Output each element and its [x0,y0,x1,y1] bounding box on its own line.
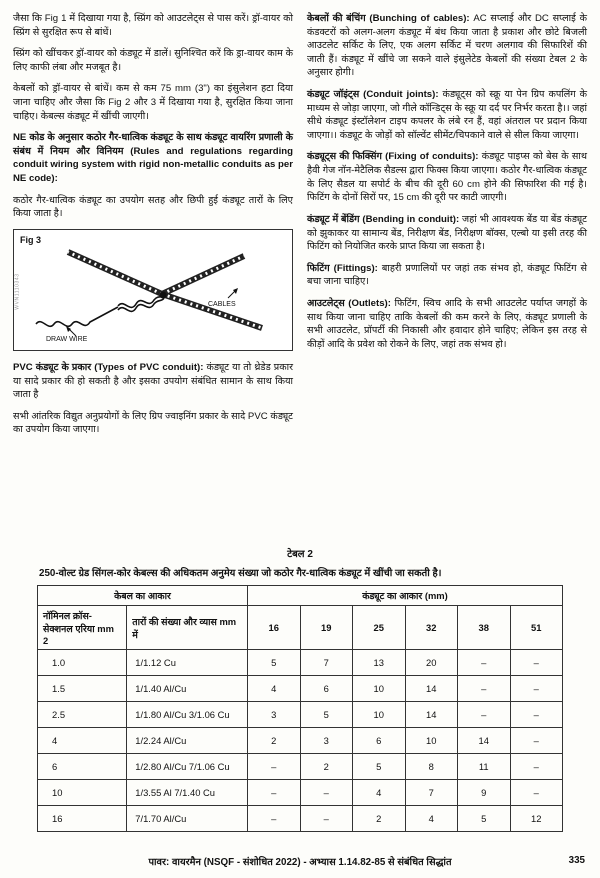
cell-wires: 1/2.80 Al/Cu 7/1.06 Cu [127,754,248,780]
figure-3 [13,229,293,351]
page-footer [13,847,587,868]
column-header-16: 16 [248,606,301,650]
figure-drawing [22,244,284,344]
cell-value: 10 [353,676,406,702]
cell-value: 10 [405,728,458,754]
cell-value: – [510,650,563,676]
paragraph-cables-tie: केबलों को ड्रॉ-वायर से बांधें। कम से कम 75 mm (3") का इंसुलेशन हटा दिया जाना चाहिए और जैसा कि Fig 2 और 3 में दिखाया गया है, सुरक्षित किया जाना चाहिए। केबल्स कंड्यूट में खींची जाएगी। [13,83,293,122]
right-column [307,12,587,536]
body-outlets: फिटिंग, स्विच आदि के सभी आउटलेट पर्याप्त जगहों के साथ किया जाना चाहिए ताकि केबलों की कम करने के लिए, कंड्यूट प्रणाली के सभी आउटलेट, प्रॉपर्टी की निकासी और हवादार होने चाहिए; लेकिन इस तरह से कीड़ों आदि के प्रवेश को रोकने के लिए, जहां तक संभव हो। [307,297,587,350]
cell-value: – [510,702,563,728]
cell-value: – [458,676,511,702]
two-column-body [13,12,587,536]
column-header-area: नॉमिनल क्रॉस-सेक्शनल एरिया mm 2 [38,606,127,650]
cell-value: – [510,728,563,754]
cell-value: – [510,676,563,702]
cell-value: 14 [405,702,458,728]
table-row [38,702,563,728]
heading-pvc-types: PVC कंड्यूट के प्रकार (Types of PVC conduit): [13,361,204,373]
table-group-header-row [38,586,563,606]
cell-wires: 1/1.40 Al/Cu [127,676,248,702]
left-column [13,12,293,536]
table-header-row [38,606,563,650]
figure-label: Fig 3 [20,234,42,245]
table-row [38,728,563,754]
heading-bunching: केबलों की बंचिंग (Bunching of cables): [307,13,470,24]
table-caption: टेबल 2 [287,549,313,560]
cell-wires: 1/1.80 Al/Cu 3/1.06 Cu [127,702,248,728]
cell-value: 5 [458,806,511,832]
column-header-19: 19 [300,606,353,650]
cell-wires: 1/1.12 Cu [127,650,248,676]
cell-wires: 7/1.70 Al/Cu [127,806,248,832]
body-fittings: बाहरी प्रणालियों पर जहां तक संभव हो, कंड्यूट फिटिंग से बचा जाना चाहिए। [307,262,587,288]
cell-value: 3 [248,702,301,728]
cell-value: 5 [248,650,301,676]
cell-value: – [458,650,511,676]
page-number: 335 [568,855,585,866]
body-bunching: AC सप्लाई और DC सप्लाई के कंडक्टरों को अलग-अलग कंड्यूट में बंध किया जाता है प्रकाश और छोटे बिजली आउटलेट सर्किट के लिए, एक अलग सर्किट में चरण अलगाव की सिफारिशें की जाती हैं। कंड्यूट में खींचे जा सकने वाले इंसुलेटेड केबलों की संख्या टेबल 2 के अनुसार होगी। [307,13,587,79]
table-row [38,650,563,676]
cell-area: 10 [38,780,127,806]
cables-label: CABLES [208,300,236,308]
table-row [38,676,563,702]
cell-value: – [248,754,301,780]
section-fittings [307,262,587,289]
cell-value: 2 [353,806,406,832]
cable-lines [68,252,262,328]
heading-fittings: फिटिंग (Fittings): [307,262,378,274]
cell-value: 9 [458,780,511,806]
cell-value: 6 [300,676,353,702]
cell-value: 5 [300,702,353,728]
cell-value: 4 [353,780,406,806]
section-bending [307,213,587,254]
cell-area: 4 [38,728,127,754]
cell-value: 14 [458,728,511,754]
heading-fixing-conduits: कंड्यूट्स की फिक्सिंग (Fixing of conduits): [307,151,479,163]
cell-area: 1.0 [38,650,127,676]
cell-value: 11 [458,754,511,780]
cell-value: 3 [300,728,353,754]
cell-value: 12 [510,806,563,832]
cell-value: – [248,780,301,806]
body-pvc-types: कंड्यूट या तो थ्रेडेड प्रकार या सादे प्रकार की हो सकती है और इसका उपयोग संबंधित सामान के साथ किया जाता है [13,361,293,401]
body-bending: जहां भी आवश्यक बेंड या बेंड कंड्यूट को झुकाकर या सामान्य बेंड, निरीक्षण बेंड, निरीक्षण बॉक्स, एल्बो या इसी तरह की फिटिंग को नियोजित करके प्राप्त किया जा सकता है। [307,213,587,253]
paragraph-rigid-conduit-use: कठोर गैर-धात्विक कंड्यूट का उपयोग सतह और छिपी हुई कंड्यूट तारों के लिए किया जाता है। [13,194,293,220]
footer-text: पावर: वायरमैन (NSQF - संशोधित 2022) - अभ्यास 1.14.82-85 से संबंधित सिद्धांत [148,857,452,868]
draw-wire-arrow [66,326,76,336]
cell-value: – [458,702,511,728]
table-title: 250-वोल्ट ग्रेड सिंगल-कोर केबल्स की अधिकतम अनुमेय संख्या जो कठोर गैर-धात्विक कंड्यूट में खींची जा सकती है। [39,568,442,579]
heading-conduit-joints: कंड्यूट जॉइंट्स (Conduit joints): [307,89,439,101]
cell-value: 13 [353,650,406,676]
group-header-cable-size: केबल का आकार [38,586,248,606]
cell-value: 2 [300,754,353,780]
cell-area: 1.5 [38,676,127,702]
heading-bending: कंड्यूट में बेंडिंग (Bending in conduit): [307,213,460,225]
cell-value: – [248,806,301,832]
table-row [38,780,563,806]
paragraph-spring-outlets: जैसा कि Fig 1 में दिखाया गया है, स्प्रिंग को आउटलेट्स से पास करें। ड्रॉ-वायर को स्प्रिंग से सुरक्षित रूप से बांधें। [13,13,293,38]
paragraph-draw-wire: स्प्रिंग को खींचकर ड्रॉ-वायर को कंड्यूट में डालें। सुनिश्चित करें कि ड्रा-वायर काम के लिए काफी लंबा और मजबूत है। [13,48,293,73]
draw-wire-line [36,307,118,326]
cell-value: 2 [248,728,301,754]
cell-value: 8 [405,754,458,780]
cell-area: 2.5 [38,702,127,728]
draw-wire-label: DRAW WIRE [46,335,88,343]
group-header-conduit-size: कंड्यूट का आकार (mm) [248,586,563,606]
column-header-wires: तारों की संख्या और व्यास mm में [127,606,248,650]
cell-value: – [300,806,353,832]
paragraph-plain-pvc: सभी आंतरिक विद्युत अनुप्रयोगों के लिए ग्रिप ज्वाइनिंग प्रकार के सादे PVC कंड्यूट का उपयोग किया जाएगा। [13,410,293,436]
table-2 [37,585,563,832]
column-header-51: 51 [510,606,563,650]
cables-arrow [228,288,238,298]
column-header-38: 38 [458,606,511,650]
heading-outlets: आउटलेट्स (Outlets): [307,297,391,309]
section-fixing-conduits [307,150,587,204]
cell-value: 20 [405,650,458,676]
section-conduit-joints [307,88,587,142]
cell-area: 6 [38,754,127,780]
cell-value: 5 [353,754,406,780]
heading-ne-code-rules: NE कोड के अनुसार कठोर गैर-धात्विक कंड्यूट के साथ कंड्यूट वायरिंग प्रणाली के संबंध में नियम और विनियम (Rules and regulations regarding conduit wiring system with rigid non-metallic conduits as per NE code): [13,132,293,185]
cell-value: 10 [353,702,406,728]
section-pvc-types [13,361,293,402]
cell-value: 7 [405,780,458,806]
cell-value: – [300,780,353,806]
cell-value: 4 [248,676,301,702]
cell-wires: 1/2.24 Al/Cu [127,728,248,754]
section-outlets [307,297,587,351]
table-row [38,806,563,832]
section-bunching [307,12,587,80]
cell-value: 6 [353,728,406,754]
cell-value: – [510,754,563,780]
cell-value: 14 [405,676,458,702]
cell-value: 7 [300,650,353,676]
cell-value: 4 [405,806,458,832]
column-header-32: 32 [405,606,458,650]
cell-wires: 1/3.55 Al 7/1.40 Cu [127,780,248,806]
table-row [38,754,563,780]
cell-area: 16 [38,806,127,832]
body-fixing-conduits: कंड्यूट पाइप्स को बेस के साथ हैवी गेज नॉन-मेटैलिक सैडल्स द्वारा फिक्स किया जाएगा। कठोर गैर-धात्विक कंड्यूट के लिए सैडल या सपोर्ट के बीच की दूरी 60 cm होने की सिफारिश की गई है। फिटिंग के दोनों सिरों पर, 15 cm की दूरी पर काटी जाएगी। [307,151,587,204]
figure-watermark: WVN1110343 [14,273,21,310]
cell-value: – [510,780,563,806]
column-header-25: 25 [353,606,406,650]
body-conduit-joints: कंड्यूट्स को स्क्रू या पेन ग्रिप कपलिंग के माध्यम से जोड़ा जाएगा, जो गीले कॉन्डिट्स के स्क्रू या दर्द पर निर्भर करता है।। जहां सीधे कंड्यूट इंस्टॉलेशन टाइप कपलर के लंबे रन हैं, वहां अंतराल पर प्रदान किया जाएगा।। कंड्यूट के जोड़ों को सॉल्वेंट सीमेंट/चिपकाने वाले से सील किया जाएगा। [307,89,587,141]
